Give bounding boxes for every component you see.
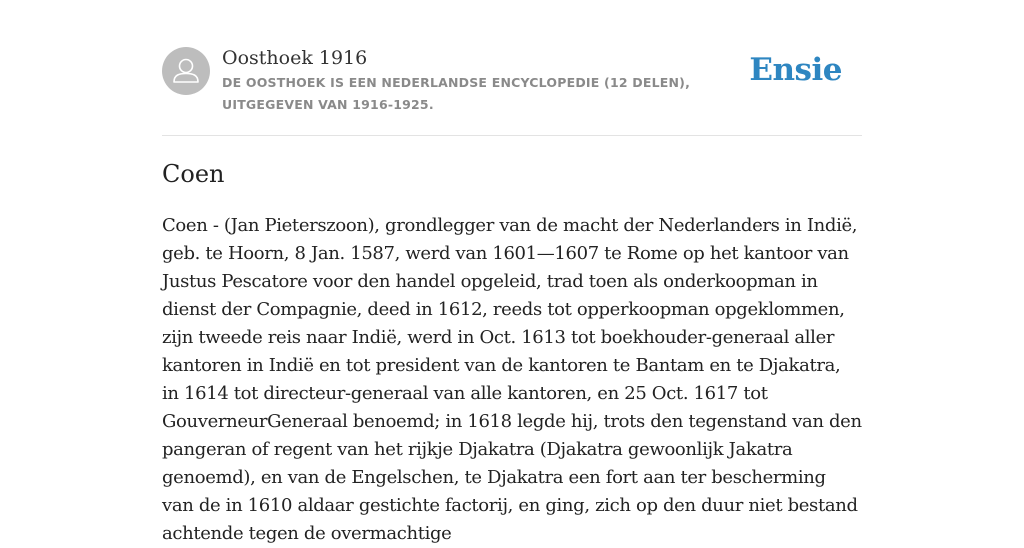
avatar[interactable] bbox=[162, 47, 210, 95]
source-header bbox=[162, 46, 862, 136]
header-divider bbox=[162, 135, 862, 136]
user-icon bbox=[162, 47, 210, 95]
source-name[interactable]: Oosthoek 1916 bbox=[222, 47, 368, 69]
entry-body: Coen - (Jan Pieterszoon), grondlegger van de macht der Nederlanders in Indië, geb. te Hoorn, 8 Jan. 1587, werd van 1601—1607 te Rome op het kantoor van Justus Pescatore voor den handel opgeleid, trad toen als onderkoopman in dienst der Compagnie, deed in 1612, reeds tot opperkoopman opgeklommen, zijn tweede reis naar Indië, werd in Oct. 1613 tot boekhouder-generaal aller kantoren in Indië en tot president van de kantoren te Bantam en te Djakatra, in 1614 tot directeur-generaal van alle kantoren, en 25 Oct. 1617 tot GouverneurGeneraal benoemd; in 1618 legde hij, trots den tegenstand van den pangeran of regent van het rijkje Djakatra (Djakatra gewoonlijk Jakatra genoemd), en van de Engelschen, te Djakatra een fort aan ter bescherming van de in 1610 aldaar gestichte factorij, en ging, zich op den duur niet bestand achtende tegen de overmachtige bbox=[162, 215, 862, 544]
brand-logo[interactable]: Ensie bbox=[749, 52, 842, 88]
entry-title: Coen bbox=[162, 160, 225, 188]
source-description: DE OOSTHOEK IS EEN NEDERLANDSE ENCYCLOPEDIE (12 DELEN), UITGEGEVEN VAN 1916-1925. bbox=[222, 75, 691, 112]
